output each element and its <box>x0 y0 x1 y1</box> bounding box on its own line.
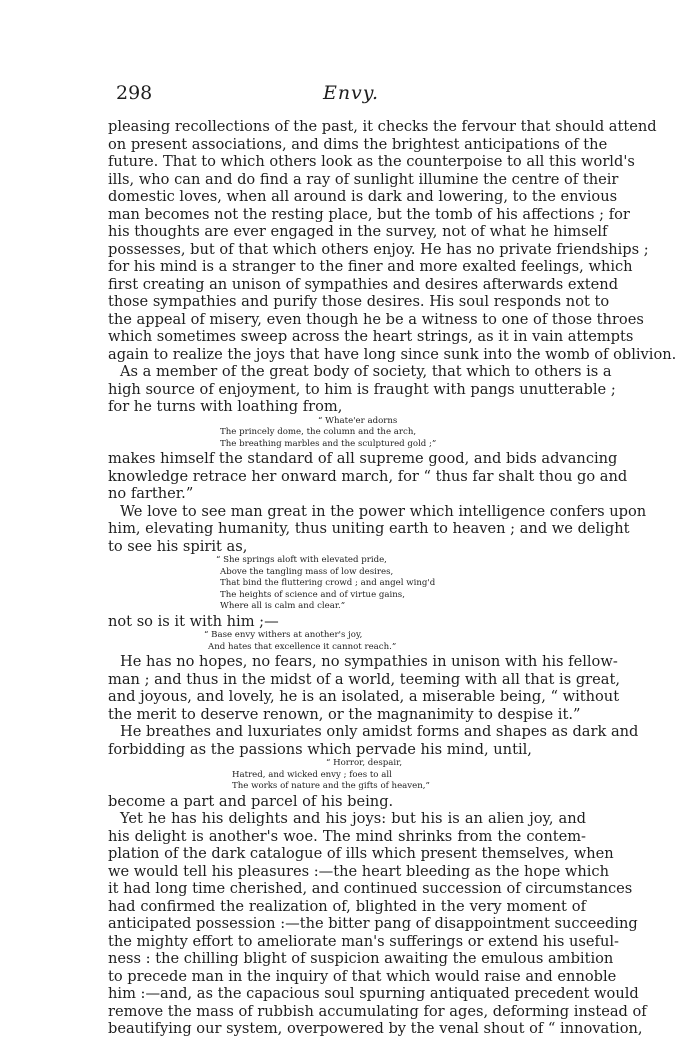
verse-line: Above the tangling mass of low desires, <box>220 566 394 577</box>
page-header <box>116 82 586 108</box>
verse-line: And hates that excellence it cannot reach.” <box>208 641 397 652</box>
verse-line: The works of nature and the gifts of heaven,” <box>232 781 430 791</box>
text-line: first creating an unison of sympathies and desires afterwards extend <box>108 275 619 293</box>
text-line: his thoughts are ever engaged in the survey, not of what he himself <box>108 223 608 240</box>
text-line: forbidding as the passions which pervade his mind, until, <box>108 740 532 758</box>
text-line: no farther.” <box>108 485 194 502</box>
text-line: him :—and, as the capacious soul spurning antiquated precedent would <box>108 985 639 1002</box>
text-line: to see his spirit as, <box>108 537 248 555</box>
text-line: pleasing recollections of the past, it checks the fervour that should attend <box>108 118 657 135</box>
text-line: As a member of the great body of society, that which to others is a <box>120 363 612 380</box>
text-line: his delight is another's woe. The mind shrinks from the contem- <box>108 827 586 845</box>
text-line: knowledge retrace her onward march, for “ thus far shalt thou go and <box>108 467 628 485</box>
text-line: again to realize the joys that have long since sunk into the womb of oblivion. <box>108 345 677 363</box>
text-line: anticipated possession :—the bitter pang of disappointment succeeding <box>108 915 638 932</box>
text-line: we would tell his pleasures :—the heart bleeding as the hope which <box>108 862 609 880</box>
text-line: beautifying our system, overpowered by the venal shout of “ innovation, <box>108 1020 643 1037</box>
text-line: He has no hopes, no fears, no sympathies in unison with his fellow- <box>120 653 618 670</box>
text-line: become a part and parcel of his being. <box>108 792 394 810</box>
text-line: on present associations, and dims the brightest anticipations of the <box>108 135 608 153</box>
text-line: high source of enjoyment, to him is fraught with pangs unutterable ; <box>108 380 616 398</box>
verse-line: “ Base envy withers at another's joy, <box>204 630 363 640</box>
text-line: which sometimes sweep across the heart strings, as it in vain attempts <box>108 328 634 345</box>
text-line: domestic loves, when all around is dark and lowering, to the envious <box>108 188 618 205</box>
text-line: the merit to deserve renown, or the magnanimity to despise it.” <box>108 705 581 723</box>
text-line: possesses, but of that which others enjoy. He has no private friendships ; <box>108 240 649 258</box>
verse-line: Where all is calm and clear.” <box>220 601 346 611</box>
text-line: future. That to which others look as the counterpoise to all this world's <box>108 153 635 170</box>
text-line: for he turns with loathing from, <box>108 398 343 415</box>
text-line: the appeal of misery, even though he be a witness to one of those throes <box>108 310 644 328</box>
verse-line: “ Whate'er adorns <box>318 415 398 426</box>
text-line: for his mind is a stranger to the finer and more exalted feelings, which <box>108 258 633 275</box>
verse-line: “ She springs aloft with elevated pride, <box>216 555 387 565</box>
text-line: not so is it with him ;— <box>108 612 279 630</box>
text-line: man becomes not the resting place, but the tomb of his affections ; for <box>108 205 630 223</box>
verse-line: Hatred, and wicked envy ; foes to all <box>232 769 392 780</box>
page-body-text <box>108 118 677 1038</box>
text-line: ness : the chilling blight of suspicion awaiting the emulous ambition <box>108 950 614 967</box>
text-line: He breathes and luxuriates only amidst forms and shapes as dark and <box>120 723 639 740</box>
text-line: Yet he has his delights and his joys: but his is an alien joy, and <box>120 810 586 827</box>
text-line: We love to see man great in the power which intelligence confers upon <box>120 502 647 520</box>
text-line: had confirmed the realization of, blighted in the very moment of <box>108 897 586 915</box>
verse-line: “ Horror, despair, <box>326 758 403 768</box>
text-line: ills, who can and do find a ray of sunlight illumine the centre of their <box>108 170 619 188</box>
verse-line: The heights of science and of virtue gains, <box>220 589 405 600</box>
text-line: plation of the dark catalogue of ills which present themselves, when <box>108 845 614 862</box>
text-line: the mighty effort to ameliorate man's sufferings or extend his useful- <box>108 932 619 950</box>
text-line: it had long time cherished, and continued succession of circumstances <box>108 880 633 897</box>
text-line: makes himself the standard of all supreme good, and bids advancing <box>108 450 618 467</box>
page-number: 298 <box>116 82 153 104</box>
text-line: to precede man in the inquiry of that which would raise and ennoble <box>108 967 617 985</box>
text-line: remove the mass of rubbish accumulating for ages, deforming instead of <box>108 1002 647 1020</box>
verse-line: The breathing marbles and the sculptured gold ;” <box>220 438 437 449</box>
text-line: him, elevating humanity, thus uniting earth to heaven ; and we delight <box>108 520 630 537</box>
verse-line: The princely dome, the column and the arch, <box>220 427 417 437</box>
text-line: those sympathies and purify those desires. His soul responds not to <box>108 293 610 310</box>
text-line: man ; and thus in the midst of a world, teeming with all that is great, <box>108 670 620 688</box>
text-line: and joyous, and lovely, he is an isolated, a miserable being, “ without <box>108 688 620 705</box>
running-title: Envy. <box>322 82 380 104</box>
verse-line: That bind the fluttering crowd ; and angel wing'd <box>220 578 436 588</box>
